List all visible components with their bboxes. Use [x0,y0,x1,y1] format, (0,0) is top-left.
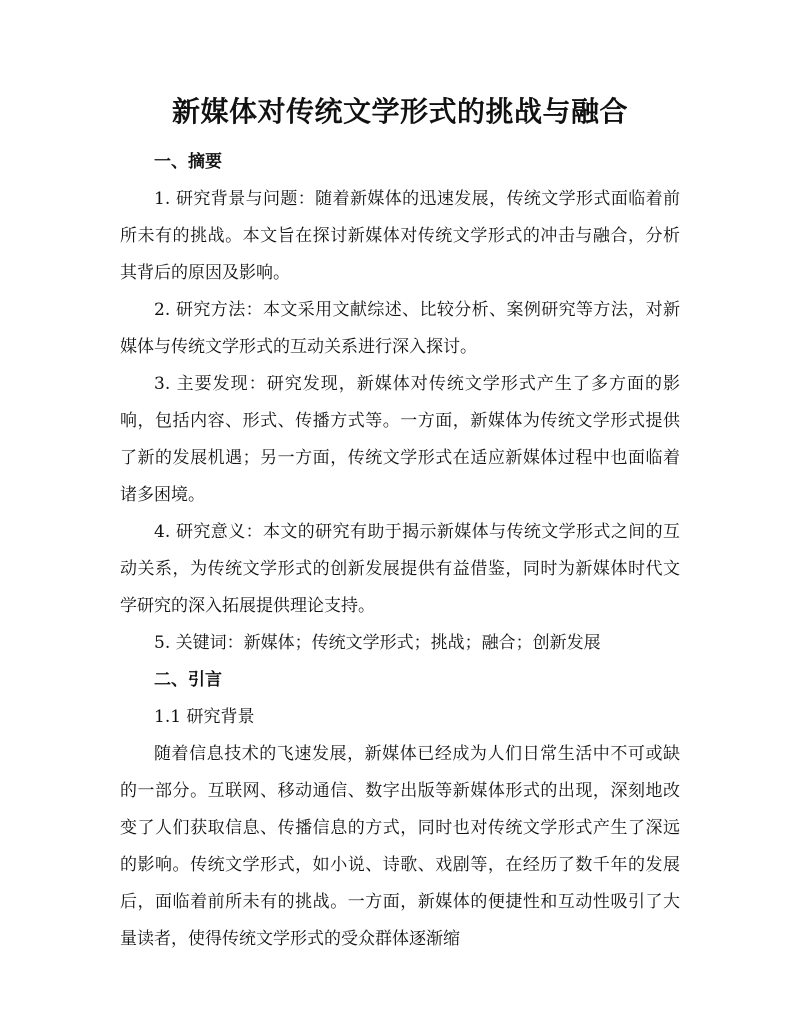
abstract-paragraph-keywords: 5. 关键词：新媒体；传统文学形式；挑战；融合；创新发展 [154,633,601,653]
abstract-paragraph-background: 1. 研究背景与问题：随着新媒体的迅速发展，传统文学形式面临着前所未有的挑战。本文旨在探讨新媒体对传统文学形式的冲击与融合，分析其背后的原因及影响。 [120,189,680,283]
section-heading-introduction: 二、引言 [154,670,222,690]
abstract-paragraph-method: 2. 研究方法：本文采用文献综述、比较分析、案例研究等方法，对新媒体与传统文学形式的互动关系进行深入探讨。 [120,300,680,357]
subsection-heading-background: 1.1 研究背景 [154,707,255,727]
section-heading-abstract: 一、摘要 [154,152,222,172]
abstract-paragraph-significance: 4. 研究意义：本文的研究有助于揭示新媒体与传统文学形式之间的互动关系，为传统文学形式的创新发展提供有益借鉴，同时为新媒体时代文学研究的深入拓展提供理论支持。 [120,522,680,616]
abstract-paragraph-findings: 3. 主要发现：研究发现，新媒体对传统文学形式产生了多方面的影响，包括内容、形式、传播方式等。一方面，新媒体为传统文学形式提供了新的发展机遇；另一方面，传统文学形式在适应新媒体过程中也面临着诸多困境。 [120,374,680,505]
document-title: 新媒体对传统文学形式的挑战与融合 [171,95,628,128]
introduction-paragraph: 随着信息技术的飞速发展，新媒体已经成为人们日常生活中不可或缺的一部分。互联网、移动通信、数字出版等新媒体形式的出现，深刻地改变了人们获取信息、传播信息的方式，同时也对传统文学形式产生了深远的影响。传统文学形式，如小说、诗歌、戏剧等，在经历了数千年的发展后，面临着前所未有的挑战。一方面，新媒体的便捷性和互动性吸引了大量读者，使得传统文学形式的受众群体逐渐缩 [120,744,680,949]
